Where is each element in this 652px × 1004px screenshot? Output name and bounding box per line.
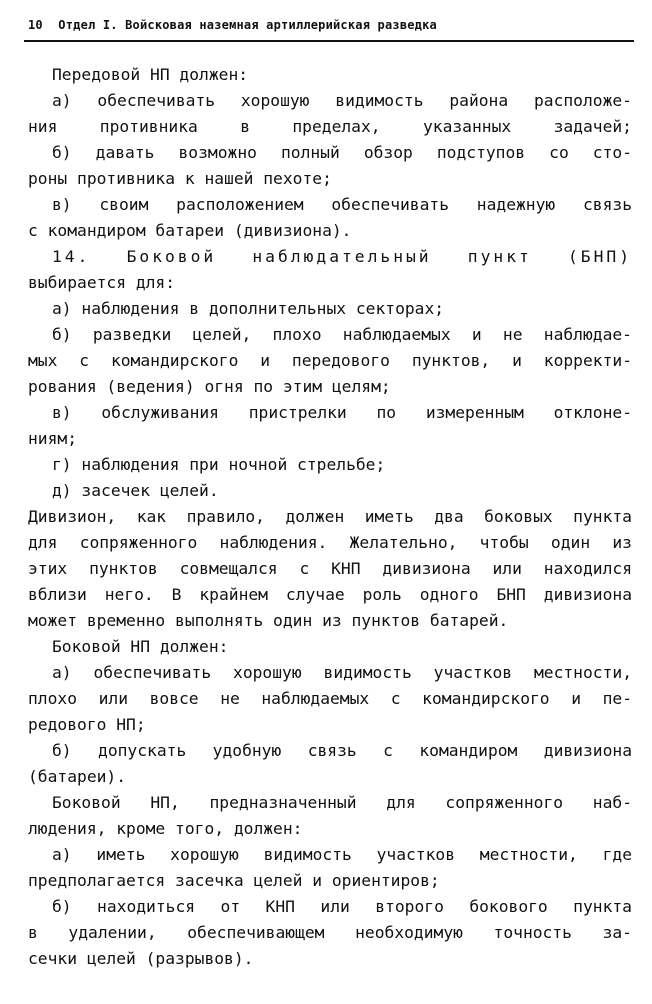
page-number: 10 — [28, 18, 43, 32]
text-line: выбирается для: — [28, 273, 176, 292]
text-line: б) допускать удобную связь с командиром дивизиона — [52, 741, 632, 760]
running-title: Отдел I. Войсковая наземная артиллерийская разведка — [58, 18, 437, 32]
text-line: может временно выполнять один из пунктов батарей. — [28, 611, 509, 630]
text-line: д) засечек целей. — [52, 481, 219, 500]
header-rule — [24, 40, 634, 42]
text-line: сечки целей (разрывов). — [28, 949, 254, 968]
text-line: роны противника к нашей пехоте; — [28, 169, 332, 188]
text-line: в удалении, обеспечивающем необходимую точность за- — [28, 923, 632, 942]
page-body — [28, 62, 632, 972]
text-line: плохо или вовсе не наблюдаемых с командирского и пе- — [28, 689, 632, 708]
text-line: с командиром батареи (дивизиона). — [28, 221, 352, 240]
text-line: вблизи него. В крайнем случае роль одного БНП дивизиона — [28, 585, 632, 604]
text-line: этих пунктов совмещался с КНП дивизиона или находился — [28, 559, 632, 578]
text-line: предполагается засечка целей и ориентиров; — [28, 871, 440, 890]
running-header — [28, 18, 632, 32]
text-line: рования (ведения) огня по этим целям; — [28, 377, 391, 396]
text-line: в) обслуживания пристрелки по измеренным отклоне- — [52, 403, 632, 422]
text-line: а) обеспечивать хорошую видимость района расположе- — [52, 91, 632, 110]
text-line: редового НП; — [28, 715, 146, 734]
text-line: ниям; — [28, 429, 78, 448]
text-line: Передовой НП должен: — [52, 65, 249, 84]
text-line: мых с командирского и передового пунктов, и корректи- — [28, 351, 632, 370]
text-line: Дивизион, как правило, должен иметь два боковых пункта — [28, 507, 632, 526]
text-line: для сопряженного наблюдения. Желательно, чтобы один из — [28, 533, 632, 552]
text-line: б) разведки целей, плохо наблюдаемых и не наблюдае- — [52, 325, 632, 344]
text-line: Боковой НП должен: — [52, 637, 229, 656]
text-line: (батареи). — [28, 767, 127, 786]
text-line: в) своим расположением обеспечивать надежную связь — [52, 195, 632, 214]
text-line: г) наблюдения при ночной стрельбе; — [52, 455, 386, 474]
text-line: б) находиться от КНП или второго бокового пункта — [52, 897, 632, 916]
text-line: а) иметь хорошую видимость участков местности, где — [52, 845, 632, 864]
text-line: людения, кроме того, должен: — [28, 819, 303, 838]
text-line: Боковой НП, предназначенный для сопряженного наб- — [52, 793, 632, 812]
text-line: а) наблюдения в дополнительных секторах; — [52, 299, 445, 318]
section-heading: 14. Боковой наблюдательный пункт (БНП) — [52, 247, 632, 266]
text-line: ния противника в пределах, указанных задачей; — [28, 117, 632, 136]
text-line: а) обеспечивать хорошую видимость участков местности, — [52, 663, 632, 682]
text-line: б) давать возможно полный обзор подступов со сто- — [52, 143, 632, 162]
